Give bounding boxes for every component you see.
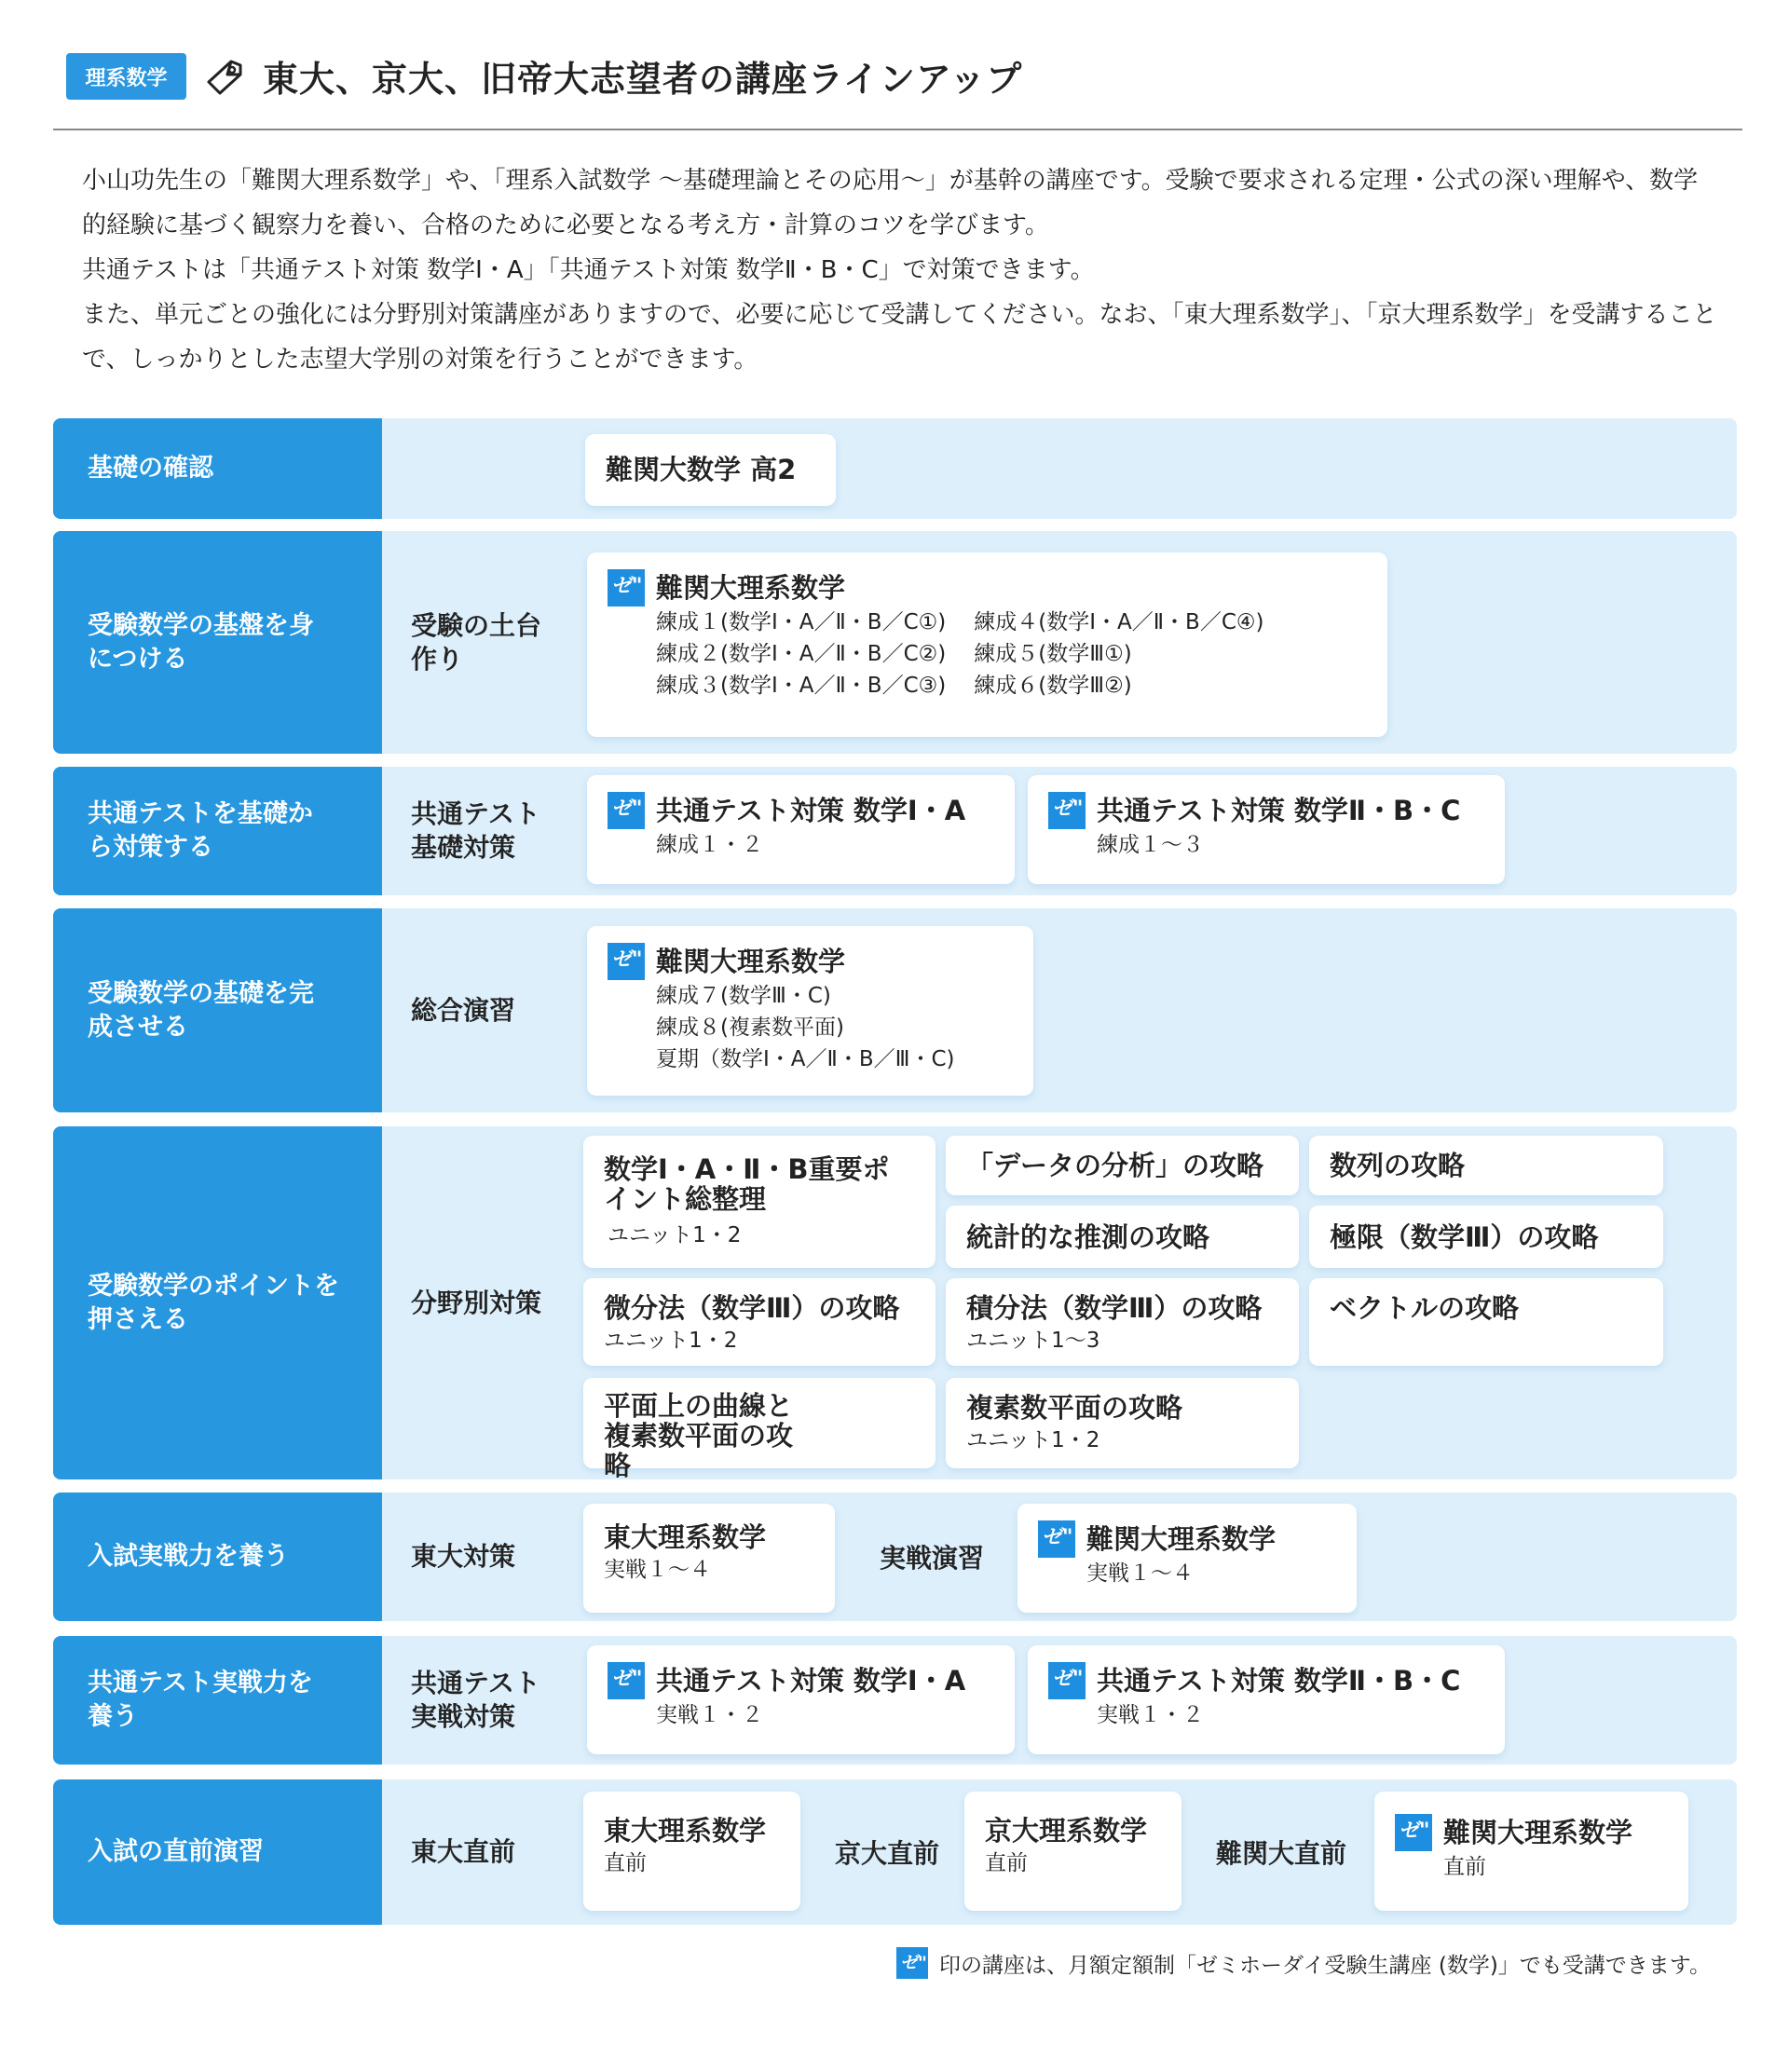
course-sub: 練成３(数学Ⅰ・A／Ⅱ・B／C③) — [656, 674, 947, 698]
course-sub: 実戦１～４ — [604, 1558, 711, 1582]
course-card[interactable] — [583, 1136, 935, 1268]
course-card[interactable] — [1017, 1504, 1357, 1613]
zemi-icon — [1048, 1662, 1086, 1699]
footnote — [896, 1947, 1711, 1979]
course-card[interactable] — [1309, 1278, 1663, 1366]
zemi-icon — [608, 569, 645, 607]
zemi-icon — [608, 1662, 645, 1699]
course-title: 極限（数学Ⅲ）の攻略 — [1330, 1221, 1599, 1253]
course-title: 積分法（数学Ⅲ）の攻略 — [966, 1292, 1263, 1324]
zemi-icon — [1038, 1520, 1075, 1558]
course-title: 東大理系数学 — [604, 1815, 767, 1847]
course-card[interactable] — [583, 1378, 935, 1481]
course-sub: ユニット1・2 — [608, 1223, 742, 1247]
course-title: 難関大数学 高2 — [606, 454, 797, 485]
course-title: 統計的な推測の攻略 — [966, 1221, 1210, 1253]
row-label: 受験数学のポイントを押さえる — [53, 1126, 382, 1479]
row-sublabel: 分野別対策 — [411, 1287, 542, 1318]
row-inner-label: 実戦演習 — [880, 1543, 985, 1574]
lineup-row — [53, 908, 1737, 1112]
course-title: 数列の攻略 — [1330, 1150, 1466, 1181]
course-card[interactable] — [946, 1378, 1299, 1468]
row-label: 入試の直前演習 — [53, 1779, 382, 1925]
zemi-icon — [1048, 792, 1086, 829]
zemi-icon — [608, 792, 645, 829]
course-sub: 直前 — [1443, 1855, 1486, 1879]
course-sub: ユニット1～3 — [966, 1329, 1100, 1353]
pen-icon — [203, 54, 248, 99]
course-title: 東大理系数学 — [604, 1521, 767, 1553]
lineup-row — [53, 1779, 1737, 1925]
zemi-icon — [608, 943, 645, 980]
row-sublabel: 共通テスト実戦対策 — [411, 1668, 540, 1732]
row-sublabel: 総合演習 — [411, 994, 516, 1026]
course-sub: 実戦１・２ — [656, 1703, 763, 1727]
footnote-text: 印の講座は、月額定額制「ゼミホーダイ受験生講座 (数学)」でも受講できます。 — [939, 1953, 1711, 1978]
course-card[interactable] — [1309, 1136, 1663, 1195]
lineup-row — [53, 1126, 1737, 1479]
course-sub: 練成４(数学Ⅰ・A／Ⅱ・B／C④) — [974, 610, 1264, 634]
row-inner-label: 京大直前 — [835, 1838, 940, 1869]
course-sub: 実戦１・２ — [1097, 1703, 1204, 1727]
course-title: 京大理系数学 — [985, 1815, 1148, 1847]
course-title: 難関大理系数学 — [656, 946, 846, 977]
course-title: 難関大理系数学 — [1086, 1523, 1277, 1555]
row-label: 受験数学の基盤を身につける — [53, 531, 382, 754]
course-card[interactable] — [1309, 1206, 1663, 1268]
course-sub: 練成１・２ — [656, 833, 763, 857]
lineup-row — [53, 767, 1737, 895]
row-label: 受験数学の基礎を完成させる — [53, 908, 382, 1112]
course-title: 複素数平面の攻略 — [966, 1392, 1183, 1424]
course-card[interactable] — [946, 1206, 1299, 1268]
course-sub: 練成５(数学Ⅲ①) — [974, 642, 1132, 666]
course-card[interactable] — [946, 1136, 1299, 1195]
course-sub: 練成１(数学Ⅰ・A／Ⅱ・B／C①) — [656, 610, 947, 634]
intro-paragraph: また、単元ごとの強化には分野別対策講座がありますので、必要に応じて受講してください。なお、「東大理系数学」、「京大理系数学」を受講することで、しっかりとした志望大学別の対策を行うことができます。 — [82, 301, 1717, 374]
course-title: 難関大理系数学 — [1443, 1817, 1633, 1848]
course-sub: 直前 — [604, 1851, 647, 1875]
row-label: 共通テストを基礎から対策する — [53, 767, 382, 895]
course-card[interactable] — [964, 1792, 1181, 1911]
course-title: 共通テスト対策 数学Ⅰ・A — [656, 795, 966, 826]
course-card[interactable] — [1028, 775, 1505, 884]
course-card[interactable] — [1028, 1645, 1505, 1754]
row-sublabel: 東大対策 — [411, 1541, 516, 1572]
intro-text — [82, 158, 1722, 382]
course-title: 「データの分析」の攻略 — [966, 1150, 1264, 1181]
course-title: 難関大理系数学 — [656, 572, 846, 604]
course-sub: 練成２(数学Ⅰ・A／Ⅱ・B／C②) — [656, 642, 947, 666]
course-sub: 練成１～３ — [1097, 833, 1204, 857]
row-label: 入試実戦力を養う — [53, 1493, 382, 1621]
course-sub: 夏期（数学Ⅰ・A／Ⅱ・B／Ⅲ・C) — [656, 1047, 955, 1071]
course-title: 平面上の曲線と複素数平面の攻略 — [604, 1390, 794, 1481]
course-sub: 練成６(数学Ⅲ②) — [974, 674, 1132, 698]
course-card[interactable] — [587, 926, 1033, 1096]
course-title: 数学Ⅰ・A・Ⅱ・B重要ポイント総整理 — [604, 1153, 890, 1215]
row-inner-label: 難関大直前 — [1216, 1838, 1347, 1869]
course-card[interactable] — [583, 1792, 800, 1911]
zemi-icon — [896, 1947, 928, 1979]
intro-paragraph: 小山功先生の「難関大理系数学」や、「理系入試数学 ～基礎理論とその応用～」が基幹の講座です。受験で要求される定理・公式の深い理解や、数学的経験に基づく観察力を養い、合格のために必要となる考え方・計算のコツを学びます。 — [82, 167, 1699, 239]
lineup-row — [53, 418, 1737, 519]
course-sub: 実戦１～４ — [1086, 1561, 1194, 1586]
lineup-row — [53, 531, 1737, 754]
row-label: 共通テスト実戦力を養う — [53, 1636, 382, 1765]
course-sub: ユニット1・2 — [966, 1428, 1100, 1452]
intro-paragraph: 共通テストは「共通テスト対策 数学Ⅰ・A」「共通テスト対策 数学Ⅱ・B・C」で対策できます。 — [82, 256, 1095, 284]
zemi-icon — [1395, 1814, 1432, 1851]
page-title: 東大、京大、旧帝大志望者の講座ラインアップ — [263, 59, 1023, 100]
course-sub: ユニット1・2 — [604, 1329, 738, 1353]
course-card[interactable] — [585, 434, 836, 506]
category-badge: 理系数学 — [66, 53, 186, 100]
course-sub: 直前 — [985, 1851, 1028, 1875]
divider — [53, 129, 1742, 130]
row-sublabel: 受験の土台作り — [411, 609, 542, 675]
course-card[interactable] — [583, 1278, 935, 1366]
row-sublabel: 共通テスト基礎対策 — [411, 798, 540, 863]
course-sub: 練成８(複素数平面) — [656, 1016, 844, 1040]
course-title: 共通テスト対策 数学Ⅰ・A — [656, 1665, 966, 1697]
lineup-row — [53, 1636, 1737, 1765]
course-title: 共通テスト対策 数学Ⅱ・B・C — [1097, 795, 1461, 826]
course-card[interactable] — [587, 1645, 1015, 1754]
row-label: 基礎の確認 — [53, 418, 382, 519]
course-card[interactable] — [587, 775, 1015, 884]
course-title: 微分法（数学Ⅲ）の攻略 — [604, 1292, 900, 1324]
row-sublabel: 東大直前 — [411, 1836, 516, 1867]
lineup-row — [53, 1493, 1737, 1621]
course-card[interactable] — [946, 1278, 1299, 1366]
course-card[interactable] — [583, 1504, 835, 1613]
course-sub: 練成７(数学Ⅲ・C) — [656, 984, 831, 1008]
course-title: ベクトルの攻略 — [1330, 1292, 1520, 1324]
course-card[interactable] — [1374, 1792, 1688, 1911]
course-card[interactable] — [587, 552, 1387, 737]
course-title: 共通テスト対策 数学Ⅱ・B・C — [1097, 1665, 1461, 1697]
